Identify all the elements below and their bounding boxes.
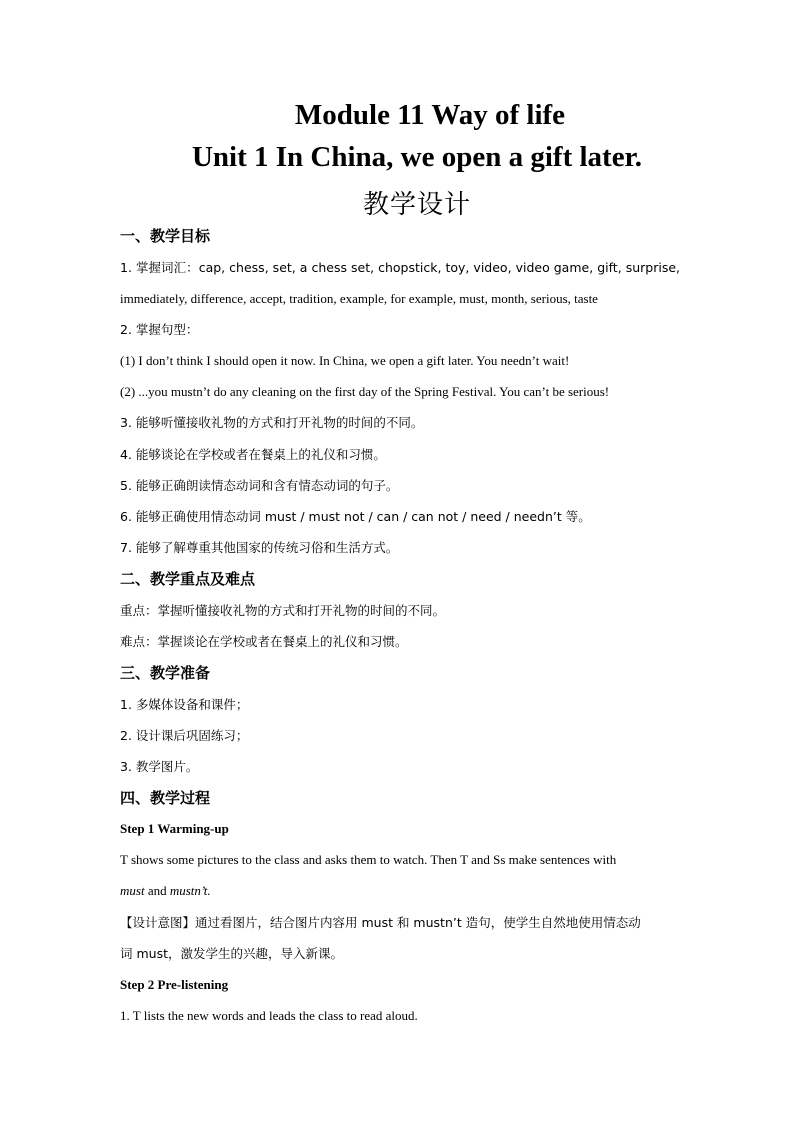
word-and: and (144, 883, 170, 898)
objective-vocab-line1: 1. 掌握词汇：cap, chess, set, a chess set, chopstick, toy, video, video game, gift, surprise, (120, 260, 680, 275)
objective-vocab-line2: immediately, difference, accept, tradition, example, for example, must, month, serious, taste (120, 291, 598, 306)
objective-sentences: 2. 掌握句型： (120, 322, 199, 337)
objective-item-3: 3. 能够听懂接收礼物的方式和打开礼物的时间的不同。 (120, 415, 424, 430)
unit-title: Unit 1 In China, we open a gift later. (191, 141, 643, 173)
section-heading-process: 四、教学过程 (120, 789, 211, 807)
design-intent-line1: 【设计意图】通过看图片，结合图片内容用 must 和 mustn’t 造句，使学生自然地使用情态动 (120, 915, 641, 930)
step2-title: Step 2 Pre-listening (120, 977, 229, 992)
objective-sentence-1: (1) I don’t think I should open it now. In China, we open a gift later. You needn’t wait! (120, 353, 570, 368)
key-point: 重点：掌握听懂接收礼物的方式和打开礼物的时间的不同。 (120, 603, 446, 618)
difficult-point: 难点：掌握谈论在学校或者在餐桌上的礼仪和习惯。 (120, 634, 408, 649)
step1-title: Step 1 Warming-up (120, 821, 229, 836)
objective-item-6: 6. 能够正确使用情态动词 must / must not / can / can not / need / needn’t 等。 (120, 509, 591, 524)
objective-item-4: 4. 能够谈论在学校或者在餐桌上的礼仪和习惯。 (120, 447, 386, 462)
objective-sentence-2: (2) ...you mustn’t do any cleaning on the first day of the Spring Festival. You can’t be serious! (120, 384, 610, 399)
section-heading-objectives: 一、教学目标 (120, 227, 211, 245)
word-mustnt: mustn’t. (169, 883, 211, 898)
section-heading-preparation: 三、教学准备 (120, 664, 211, 682)
module-title: Module 11 Way of life (294, 99, 566, 131)
word-must: must (120, 883, 145, 898)
prep-item-1: 1. 多媒体设备和课件； (120, 697, 249, 712)
design-intent-line2: 词 must，激发学生的兴趣，导入新课。 (120, 946, 343, 961)
objective-item-7: 7. 能够了解尊重其他国家的传统习俗和生活方式。 (120, 540, 399, 555)
step1-text-line2 (120, 882, 680, 900)
step2-item-1: 1. T lists the new words and leads the class to read aloud. (120, 1008, 418, 1023)
section-heading-key-points: 二、教学重点及难点 (120, 570, 256, 588)
doc-subtitle: 教学设计 (362, 190, 471, 220)
step1-text-line1: T shows some pictures to the class and asks them to watch. Then T and Ss make sentences with (120, 852, 617, 867)
prep-item-2: 2. 设计课后巩固练习； (120, 728, 249, 743)
prep-item-3: 3. 教学图片。 (120, 759, 199, 774)
objective-item-5: 5. 能够正确朗读情态动词和含有情态动词的句子。 (120, 478, 399, 493)
